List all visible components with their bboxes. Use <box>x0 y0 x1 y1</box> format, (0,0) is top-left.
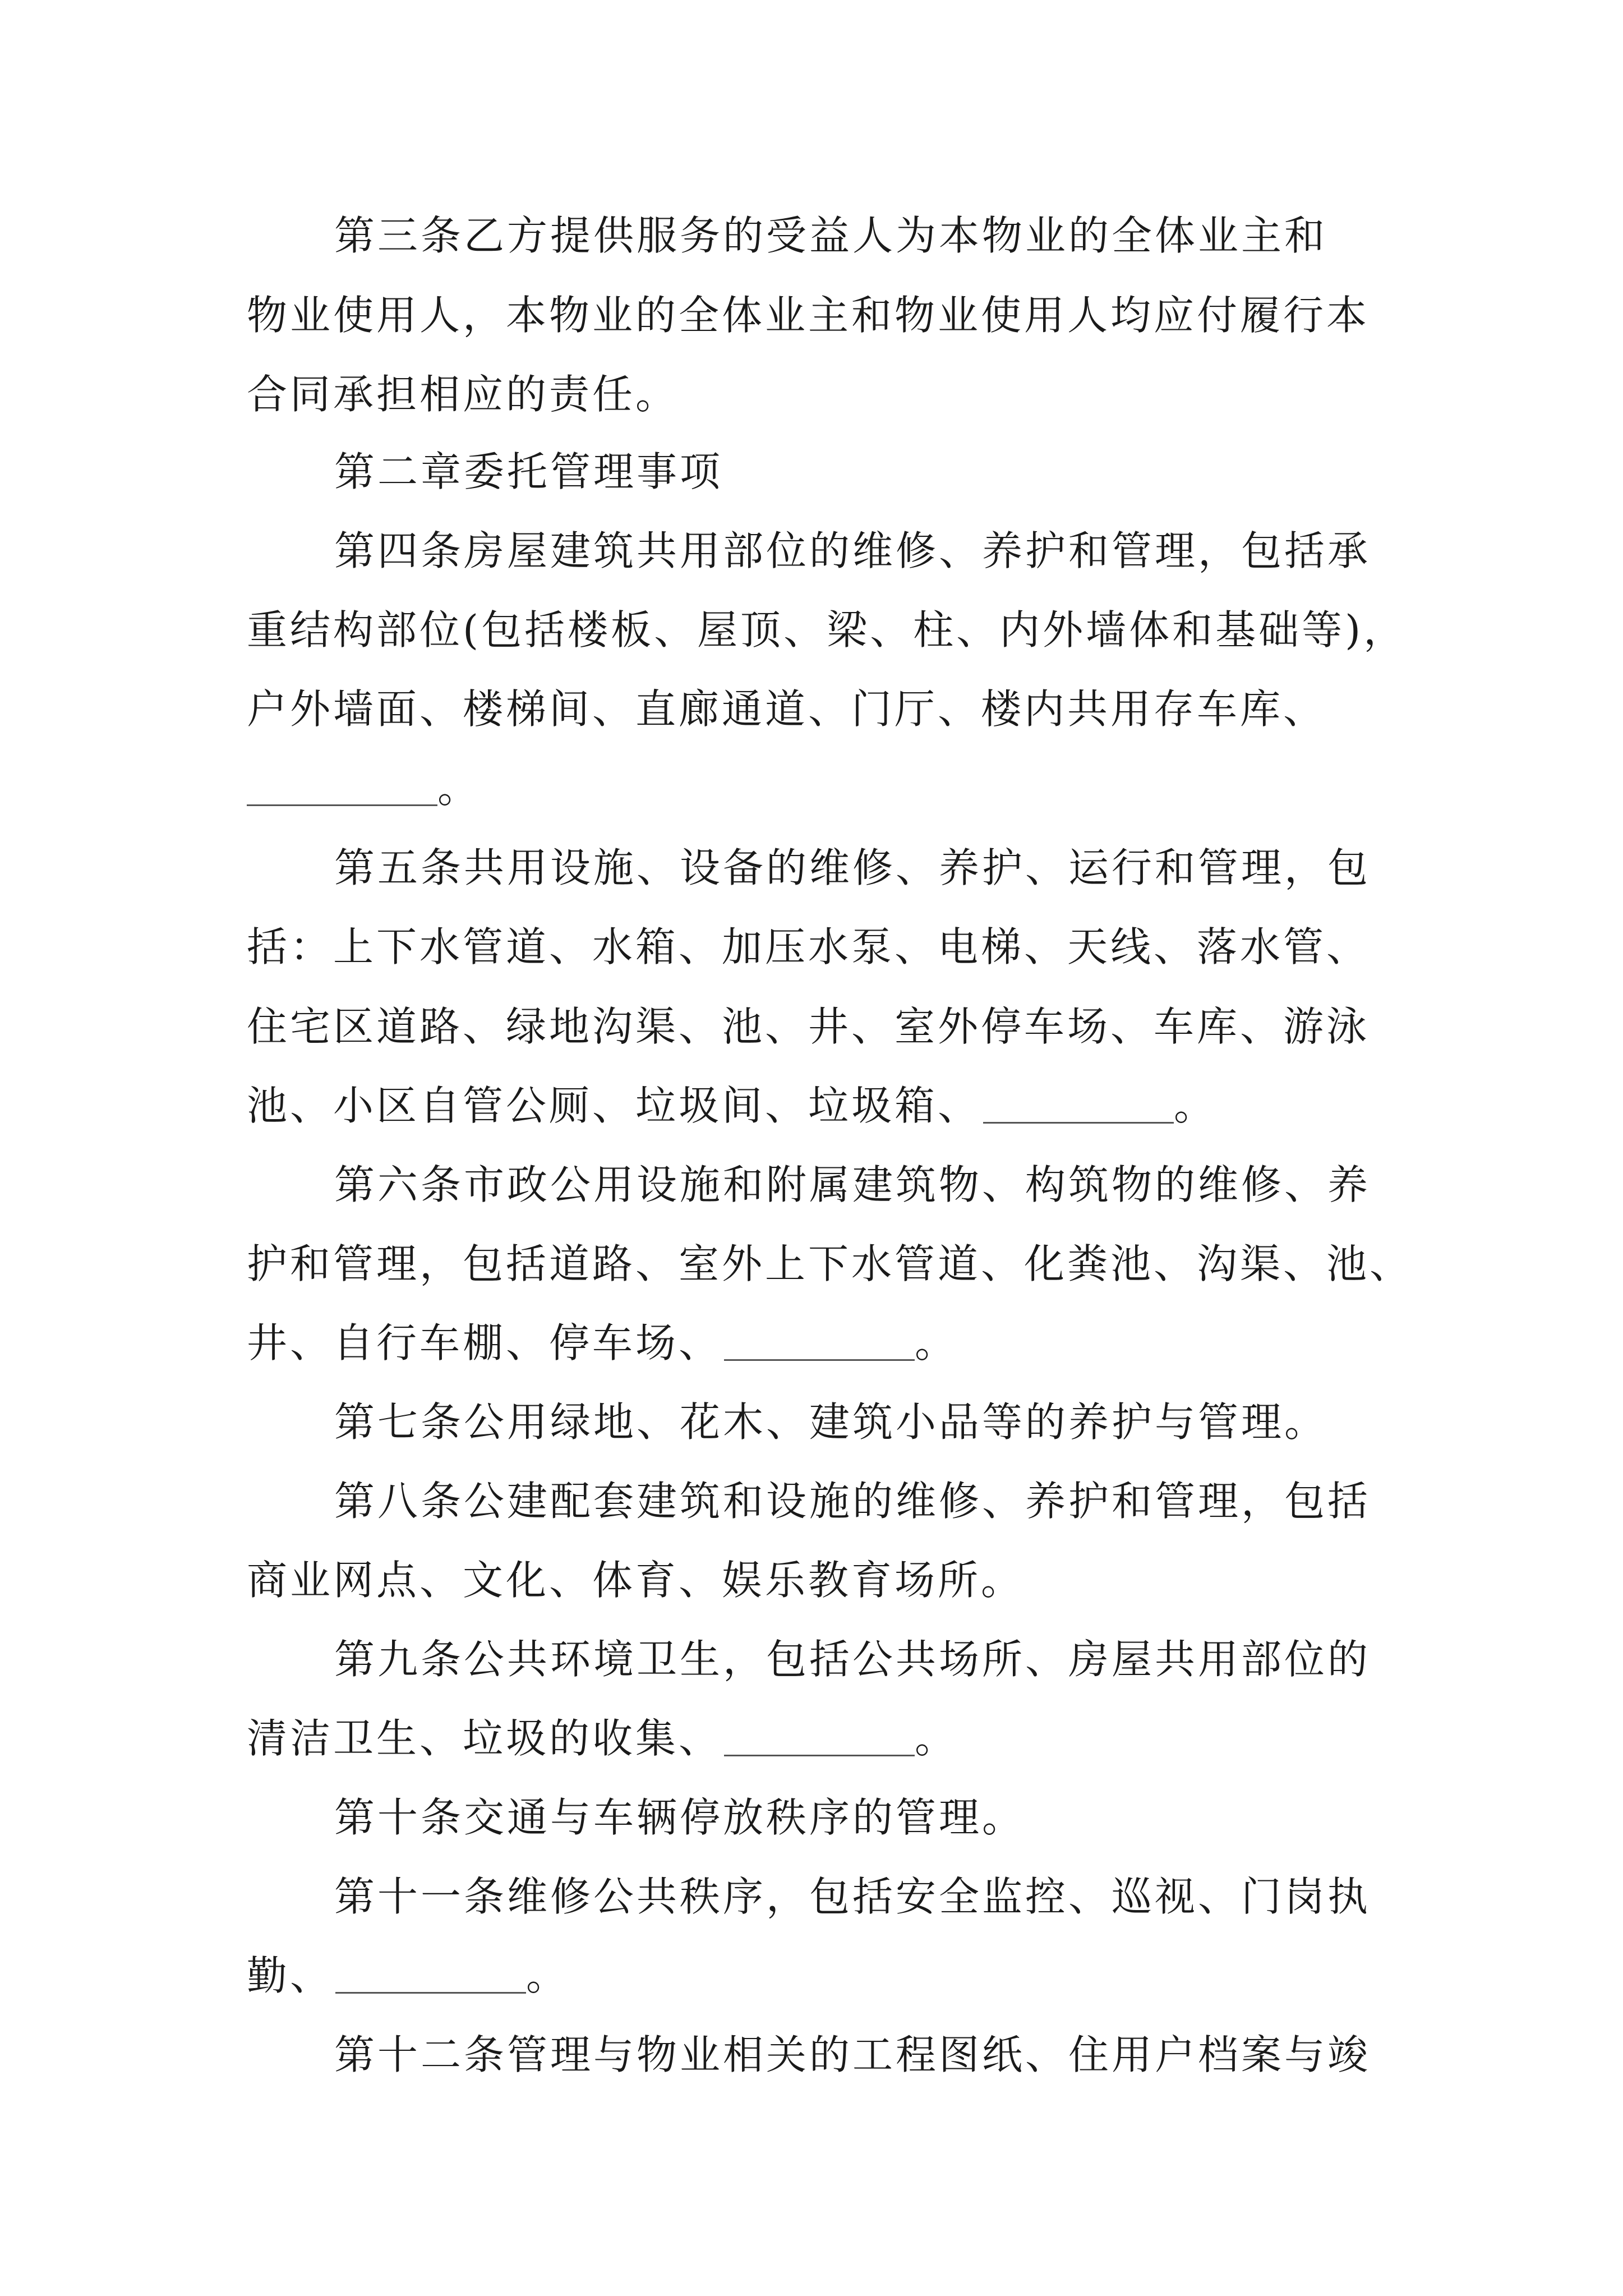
article-6-line-3 <box>247 1315 958 1371</box>
fill-in-blank <box>983 1078 1174 1134</box>
fill-in-blank <box>335 1948 526 2004</box>
article-3-line-2: 物业使用人，本物业的全体业主和物业使用人均应付履行本 <box>247 292 1370 339</box>
article-4-line-1: 第四条房屋建筑共用部位的维修、养护和管理，包括承 <box>334 527 1371 574</box>
article-4-line-2: 重结构部位(包括楼板、屋顶、梁、柱、内外墙体和基础等)， <box>247 606 1407 654</box>
article-7-line-1: 第七条公用绿地、花木、建筑小品等的养护与管理。 <box>334 1398 1328 1446</box>
article-5-line-4-start: 池、小区自管公厕、垃圾间、垃圾箱、 <box>247 1082 981 1129</box>
article-6-line-1: 第六条市政公用设施和附属建筑物、构筑物的维修、养 <box>334 1161 1371 1208</box>
article-5-line-4 <box>247 1078 1217 1134</box>
article-6-line-3-end: 。 <box>915 1319 958 1366</box>
article-4-line-3: 户外墙面、楼梯间、直廊通道、门厅、楼内共用存车库、 <box>247 685 1327 733</box>
article-12-line-1: 第十二条管理与物业相关的工程图纸、住用户档案与竣 <box>334 2031 1371 2078</box>
article-3-line-1: 第三条乙方提供服务的受益人为本物业的全体业主和 <box>334 212 1328 259</box>
article-6-line-2: 护和管理，包括道路、室外上下水管道、化粪池、沟渠、池、 <box>247 1240 1413 1287</box>
article-3-line-3: 合同承担相应的责任。 <box>247 371 679 418</box>
fill-in-blank <box>724 1710 915 1766</box>
article-9-line-2 <box>247 1710 958 1766</box>
article-5-line-3: 住宅区道路、绿地沟渠、池、井、室外停车场、车库、游泳 <box>247 1003 1370 1050</box>
article-11-line-2-start: 勤、 <box>247 1952 334 1999</box>
fill-in-blank <box>247 760 437 816</box>
article-5-line-1: 第五条共用设施、设备的维修、养护、运行和管理，包 <box>334 844 1371 891</box>
article-11-line-2-end: 。 <box>526 1952 570 1999</box>
fill-in-blank <box>724 1315 915 1371</box>
article-4-line-4 <box>247 760 481 816</box>
article-4-line-4-end: 。 <box>437 765 481 812</box>
article-9-line-1: 第九条公共环境卫生，包括公共场所、房屋共用部位的 <box>334 1636 1371 1683</box>
article-9-line-2-start: 清洁卫生、垃圾的收集、 <box>247 1715 722 1762</box>
article-8-line-2: 商业网点、文化、体育、娱乐教育场所。 <box>247 1557 1025 1604</box>
article-10-line-1: 第十条交通与车辆停放秩序的管理。 <box>334 1794 1026 1841</box>
article-11-line-1: 第十一条维修公共秩序，包括安全监控、巡视、门岗执 <box>334 1873 1371 1920</box>
chapter-2-heading: 第二章委托管理事项 <box>334 448 723 495</box>
article-8-line-1: 第八条公建配套建筑和设施的维修、养护和管理，包括 <box>334 1478 1371 1525</box>
article-11-line-2 <box>247 1948 569 2004</box>
article-5-line-2: 括：上下水管道、水箱、加压水泵、电梯、天线、落水管、 <box>247 923 1370 970</box>
article-6-line-3-start: 井、自行车棚、停车场、 <box>247 1319 722 1366</box>
article-5-line-4-end: 。 <box>1174 1082 1218 1129</box>
article-9-line-2-end: 。 <box>915 1715 958 1762</box>
